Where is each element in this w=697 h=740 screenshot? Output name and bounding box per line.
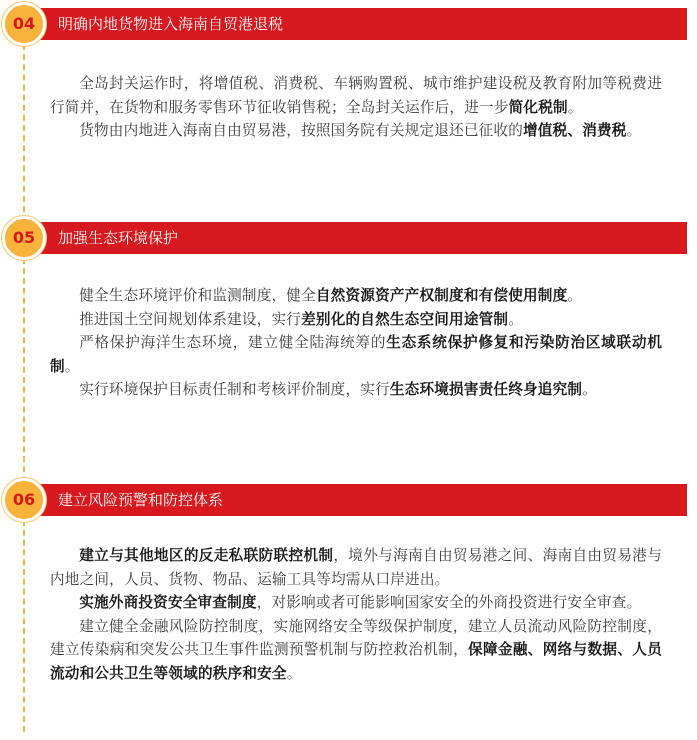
section-04-body <box>50 72 662 143</box>
section-05-badge: 05 <box>2 216 46 260</box>
section-06-paragraph-1: 建立与其他地区的反走私联防联控机制，境外与海南自由贸易港之间、海南自由贸易港与内地之间，人员、货物、物品、运输工具等均需从口岸进出。 <box>50 547 663 588</box>
section-06-badge: 06 <box>2 478 46 522</box>
section-06-paragraph-3: 建立健全金融风险防控制度，实施网络安全等级保护制度，建立人员流动风险防控制度，建立传染病和突发公共卫生事件监测预警机制与防控救治机制，保障金融、网络与数据、人员流动和公共卫生等领域的秩序和安全。 <box>50 617 662 682</box>
section-05-header <box>38 222 687 254</box>
section-05-body <box>50 284 662 402</box>
section-04-badge: 04 <box>2 2 46 46</box>
section-04-paragraph-2: 货物由内地进入海南自由贸易港，按照国务院有关规定退还已征收的增值税、消费税。 <box>79 122 642 139</box>
section-04-header <box>38 8 687 40</box>
timeline-line-04 <box>23 44 25 212</box>
section-05-paragraph-3: 严格保护海洋生态环境，建立健全陆海统筹的生态系统保护修复和污染防治区域联动机制。 <box>50 334 662 375</box>
section-05-paragraph-2: 推进国土空间规划体系建设，实行差别化的自然生态空间用途管制。 <box>79 310 524 328</box>
section-06-title: 建立风险预警和防控体系 <box>58 491 224 509</box>
section-04-paragraph-1: 全岛封关运作时，将增值税、消费税、车辆购置税、城市维护建设税及教育附加等税费进行简并，在货物和服务零售环节征收销售税；全岛封关运作后，进一步简化税制。 <box>50 75 662 116</box>
timeline-line-05 <box>23 258 25 472</box>
section-05-title: 加强生态环境保护 <box>58 229 179 247</box>
section-05-paragraph-4: 实行环境保护目标责任制和考核评价制度，实行生态环境损害责任终身追究制。 <box>79 381 597 398</box>
timeline-line-06 <box>23 520 25 732</box>
section-04-title: 明确内地货物进入海南自贸港退税 <box>58 15 284 33</box>
section-05-paragraph-1: 健全生态环境评价和监测制度，健全自然资源资产产权制度和有偿使用制度。 <box>79 287 583 304</box>
section-06-paragraph-2: 实施外商投资安全审查制度，对影响或者可能影响国家安全的外商投资进行安全审查。 <box>79 594 642 611</box>
section-06-body <box>50 544 662 685</box>
section-06-header <box>38 484 687 516</box>
